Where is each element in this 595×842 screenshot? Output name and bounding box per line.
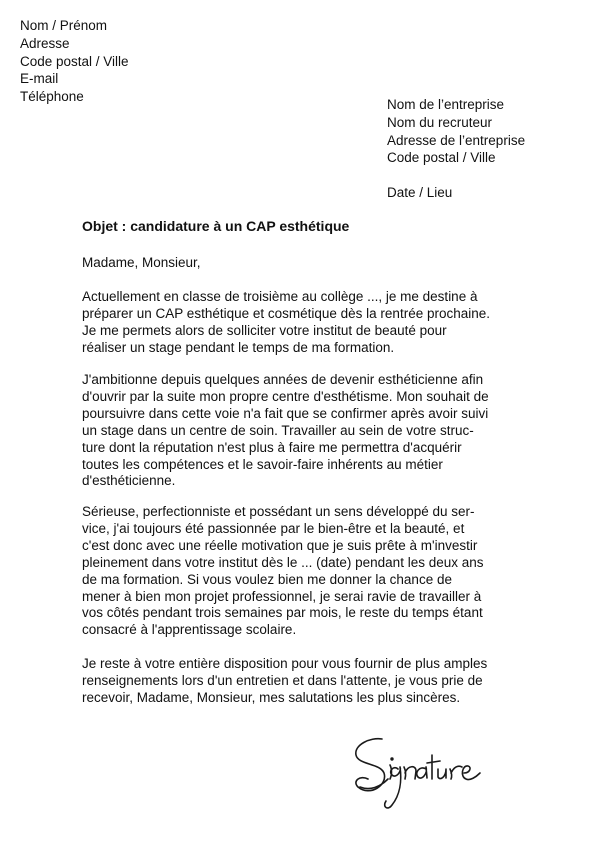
paragraph-line: réaliser un stage pendant le temps de ma formation. [82,339,395,355]
salutation: Madame, Monsieur, [82,255,201,270]
paragraph-line: toutes les compétences et le savoir-faire inhérents au métier [82,456,443,472]
paragraph-motivation [82,504,484,639]
date-place: Date / Lieu [387,185,453,200]
paragraph-line: préparer un CAP esthétique et cosmétique dès la rentrée prochaine. [82,305,490,321]
paragraph-ambition [82,372,489,490]
sender-block [20,17,129,106]
recipient-block [387,96,525,167]
recipient-postal-city: Code postal / Ville [387,150,496,166]
sender-phone: Téléphone [20,89,84,105]
sender-name: Nom / Prénom [20,18,108,33]
recipient-company: Nom de l’entreprise [387,97,505,112]
paragraph-line: d'esthéticienne. [82,473,176,489]
paragraph-line: poursuivre dans cette voie n'a fait que se confirmer après avoir suivi [82,405,489,421]
sender-postal-city: Code postal / Ville [20,53,129,69]
paragraph-line: Je me permets alors de solliciter votre institut de beauté pour [82,322,447,338]
paragraph-line: d'ouvrir par la suite mon propre centre d'esthétisme. Mon souhait de [82,388,489,404]
sender-email: E-mail [20,71,59,87]
paragraph-line: J'ambitionne depuis quelques années de devenir esthéticienne afin [82,372,484,387]
paragraph-line: Je reste à votre entière disposition pour vous fournir de plus amples [82,656,488,671]
paragraph-line: de ma formation. Si vous voulez bien me donner la chance de [82,571,452,587]
recipient-address: Adresse de l’entreprise [387,132,526,148]
paragraph-line: consacré à l'apprentissage scolaire. [82,622,297,638]
paragraph-line: Actuellement en classe de troisième au collège ..., je me destine à [82,289,478,304]
paragraph-line: mener à bien mon projet professionnel, je serai ravie de travailler à [82,588,482,604]
paragraph-line: c'est donc avec une réelle motivation que je suis prête à m'investir [82,537,478,553]
sender-address: Adresse [20,35,70,51]
paragraph-closing [82,656,487,707]
letter-subject: Objet : candidature à un CAP esthétique [82,218,350,234]
paragraph-line: vice, j'ai toujours été passionnée par le bien-être et la beauté, et [82,520,465,536]
paragraph-line: Sérieuse, perfectionniste et possédant un sens développé du ser- [82,504,475,519]
paragraph-line: pleinement dans votre institut dès le ... (date) pendant les deux ans [82,554,484,570]
paragraph-line: vos côtés pendant trois semaines par mois, le reste du temps étant [82,605,483,621]
handwritten-signature [340,725,500,815]
paragraph-line: recevoir, Madame, Monsieur, mes salutations les plus sincères. [82,689,461,705]
paragraph-intro [82,289,490,357]
paragraph-line: un stage dans un centre de soin. Travailler au sein de votre struc- [82,422,474,438]
paragraph-line: renseignements lors d'un entretien et dans l'attente, je vous prie de [82,672,483,688]
paragraph-line: ture dont la réputation n'est plus à faire me permettra d'acquérir [82,439,462,455]
recipient-recruiter: Nom du recruteur [387,114,493,130]
